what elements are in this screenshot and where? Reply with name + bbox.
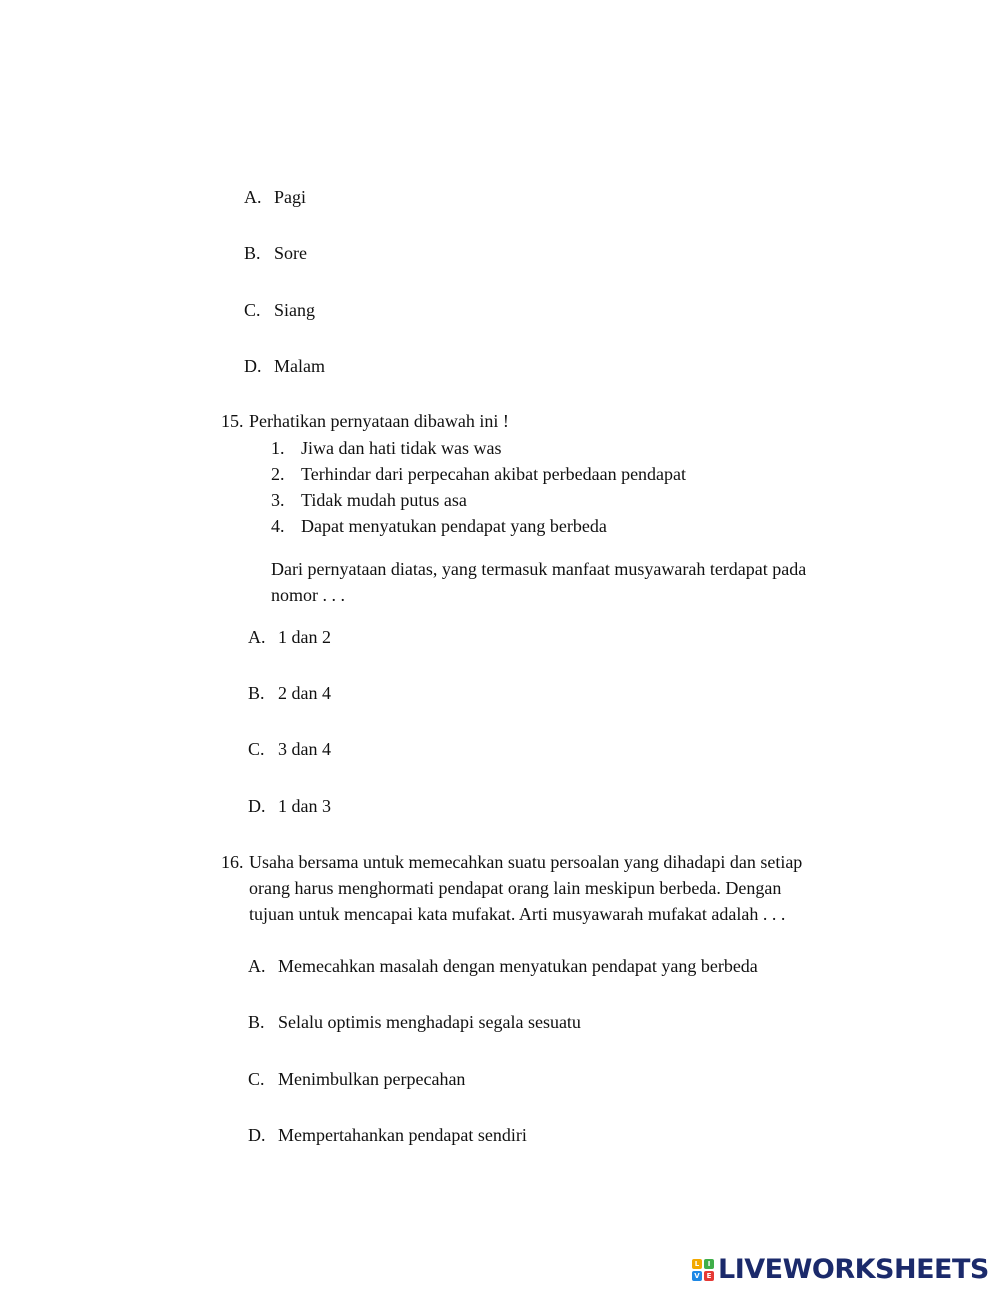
question-number: 16. bbox=[221, 852, 244, 872]
option-d[interactable] bbox=[244, 353, 325, 379]
question-16-line2: orang harus menghormati pendapat orang lain meskipun berbeda. Dengan bbox=[249, 878, 782, 898]
q16-option-c[interactable] bbox=[248, 1066, 465, 1092]
option-letter: D. bbox=[244, 356, 262, 376]
option-text: Selalu optimis menghadapi segala sesuatu bbox=[278, 1012, 581, 1032]
q15-option-b[interactable] bbox=[248, 680, 331, 706]
option-text: Menimbulkan perpecahan bbox=[278, 1069, 466, 1089]
q16-option-b[interactable] bbox=[248, 1009, 581, 1035]
q16-option-a[interactable] bbox=[248, 953, 758, 979]
logo-grid-icon bbox=[692, 1259, 714, 1281]
question-text: Usaha bersama untuk memecahkan suatu persoalan yang dihadapi dan setiap bbox=[249, 852, 803, 872]
statement-number: 3. bbox=[271, 490, 285, 510]
q15-option-d[interactable] bbox=[248, 793, 331, 819]
option-text: 2 dan 4 bbox=[278, 683, 331, 703]
question-text: Perhatikan pernyataan dibawah ini ! bbox=[249, 411, 509, 431]
logo-grid-cell: E bbox=[704, 1271, 714, 1281]
statement-text: Tidak mudah putus asa bbox=[301, 490, 467, 510]
option-text: Pagi bbox=[274, 187, 307, 207]
option-letter: C. bbox=[244, 300, 261, 320]
statement-item bbox=[271, 513, 607, 539]
option-text: 3 dan 4 bbox=[278, 739, 331, 759]
q15-option-a[interactable] bbox=[248, 624, 331, 650]
option-letter: C. bbox=[248, 739, 265, 759]
option-text: 1 dan 2 bbox=[278, 627, 331, 647]
statement-text: Terhindar dari perpecahan akibat perbedaan pendapat bbox=[301, 464, 687, 484]
question-15-prompt bbox=[221, 408, 509, 434]
option-letter: A. bbox=[244, 187, 262, 207]
statement-number: 1. bbox=[271, 438, 285, 458]
option-letter: B. bbox=[248, 683, 265, 703]
option-letter: C. bbox=[248, 1069, 265, 1089]
option-letter: B. bbox=[248, 1012, 265, 1032]
option-text: Siang bbox=[274, 300, 316, 320]
liveworksheets-logo[interactable] bbox=[692, 1253, 989, 1287]
logo-text: LIVEWORKSHEETS bbox=[718, 1254, 989, 1285]
statement-text: Jiwa dan hati tidak was was bbox=[301, 438, 502, 458]
option-letter: A. bbox=[248, 627, 266, 647]
question-16-line3: tujuan untuk mencapai kata mufakat. Arti musyawarah mufakat adalah . . . bbox=[249, 904, 786, 924]
option-text: 1 dan 3 bbox=[278, 796, 331, 816]
statement-number: 2. bbox=[271, 464, 285, 484]
option-text: Sore bbox=[274, 243, 307, 263]
statement-number: 4. bbox=[271, 516, 285, 536]
option-letter: D. bbox=[248, 796, 266, 816]
question-15-text-line1: Dari pernyataan diatas, yang termasuk manfaat musyawarah terdapat pada bbox=[271, 559, 807, 579]
option-letter: D. bbox=[248, 1125, 266, 1145]
option-letter: A. bbox=[248, 956, 266, 976]
option-text: Malam bbox=[274, 356, 325, 376]
q16-option-d[interactable] bbox=[248, 1122, 527, 1148]
statement-text: Dapat menyatukan pendapat yang berbeda bbox=[301, 516, 607, 536]
statement-item bbox=[271, 435, 501, 461]
option-text: Mempertahankan pendapat sendiri bbox=[278, 1125, 527, 1145]
option-letter: B. bbox=[244, 243, 261, 263]
logo-grid-cell: L bbox=[692, 1259, 702, 1269]
question-number: 15. bbox=[221, 411, 244, 431]
statement-item bbox=[271, 461, 686, 487]
statement-item bbox=[271, 487, 467, 513]
question-16-line1 bbox=[221, 849, 802, 875]
option-a[interactable] bbox=[244, 184, 306, 210]
option-text: Memecahkan masalah dengan menyatukan pendapat yang berbeda bbox=[278, 956, 758, 976]
option-b[interactable] bbox=[244, 240, 307, 266]
logo-grid-cell: I bbox=[704, 1259, 714, 1269]
q15-option-c[interactable] bbox=[248, 736, 331, 762]
logo-grid-cell: V bbox=[692, 1271, 702, 1281]
question-15-text-line2: nomor . . . bbox=[271, 585, 345, 605]
option-c[interactable] bbox=[244, 297, 315, 323]
